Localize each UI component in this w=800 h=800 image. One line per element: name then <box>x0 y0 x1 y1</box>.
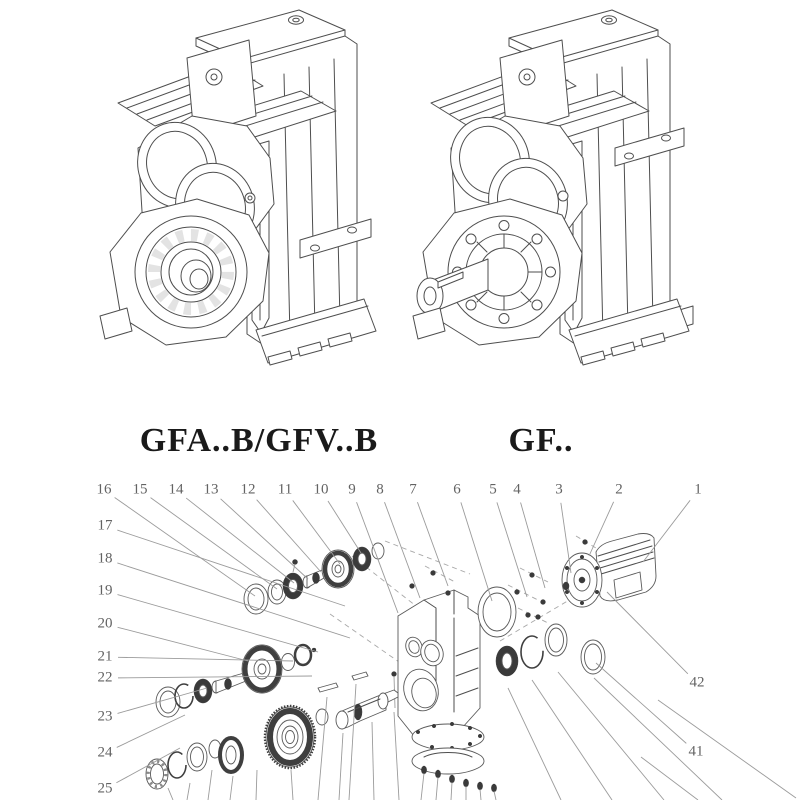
callout-number-13: 13 <box>203 481 219 498</box>
callout-number-41: 41 <box>688 743 704 760</box>
cut-leader-line <box>230 776 233 800</box>
callout-leader-20 <box>118 627 248 661</box>
callout-number-17: 17 <box>97 517 113 534</box>
callout-number-3: 3 <box>555 481 563 498</box>
callout-leader-16 <box>115 497 255 596</box>
callout-number-7: 7 <box>409 481 417 498</box>
cut-leader-line <box>658 700 796 798</box>
cut-leader-line <box>168 788 173 800</box>
callout-number-12: 12 <box>240 481 256 498</box>
callout-number-2: 2 <box>615 481 623 498</box>
callout-leader-42 <box>607 592 688 674</box>
cut-leader-line <box>558 672 664 800</box>
cut-leader-line <box>349 684 356 800</box>
figure-gf-drawing <box>413 10 693 365</box>
callout-leader-3 <box>561 503 571 573</box>
cut-leader-line <box>372 722 374 800</box>
callout-leader-8 <box>385 502 420 598</box>
callout-leader-24 <box>117 715 185 747</box>
callout-number-23: 23 <box>97 708 113 725</box>
cut-leader-line <box>256 770 257 800</box>
cut-leader-line <box>339 733 343 800</box>
callout-number-10: 10 <box>313 481 329 498</box>
cut-leader-line <box>508 688 561 800</box>
output-bearing-parts <box>146 738 242 789</box>
callout-number-16: 16 <box>96 481 112 498</box>
cut-leader-line <box>494 791 496 800</box>
callout-number-20: 20 <box>97 615 113 632</box>
callout-leader-5 <box>497 502 527 597</box>
figure-label-gfab: GFA..B/GFV..B <box>139 422 379 459</box>
callout-leader-6 <box>461 502 492 601</box>
cut-leader-line <box>436 777 438 800</box>
callout-number-6: 6 <box>453 481 461 498</box>
callout-leader-10 <box>328 501 361 553</box>
cut-leader-line <box>187 783 190 800</box>
figure-label-gf: GF.. <box>508 422 574 459</box>
motor <box>562 534 656 608</box>
callout-leader-17 <box>117 530 345 606</box>
callout-number-11: 11 <box>277 481 293 498</box>
callout-leader-19 <box>117 595 318 652</box>
figure-gfab-drawing <box>100 10 376 365</box>
callout-number-14: 14 <box>168 481 184 498</box>
callout-leader-13 <box>221 499 308 579</box>
callout-number-42: 42 <box>689 674 705 691</box>
callout-number-4: 4 <box>513 481 521 498</box>
callout-number-18: 18 <box>97 550 113 567</box>
cut-leader-line <box>532 680 612 800</box>
callout-number-24: 24 <box>97 744 113 761</box>
callout-number-19: 19 <box>97 582 113 599</box>
callout-leader-1 <box>643 500 690 562</box>
callout-number-9: 9 <box>348 481 356 498</box>
gearcase-housing <box>398 590 480 742</box>
callout-number-5: 5 <box>489 481 497 498</box>
intermediate-gear-parts <box>156 645 316 717</box>
callout-leader-15 <box>151 498 277 589</box>
callout-leader-22 <box>118 676 312 678</box>
callout-number-25: 25 <box>97 780 113 797</box>
callout-leader-41 <box>596 663 686 743</box>
cut-leader-line <box>451 782 452 800</box>
callout-number-15: 15 <box>132 481 148 498</box>
callout-number-22: 22 <box>97 669 113 686</box>
input-shaft-parts <box>244 543 384 614</box>
cut-leader-line <box>208 770 212 800</box>
callout-number-8: 8 <box>376 481 384 498</box>
output-gear-shaft <box>265 672 398 768</box>
callout-number-1: 1 <box>694 481 702 498</box>
callout-leader-11 <box>293 500 340 564</box>
callout-leader-14 <box>186 498 294 583</box>
cut-leader-line <box>291 770 293 800</box>
cut-leader-line <box>641 757 698 800</box>
exploded-view-drawing <box>97 481 797 800</box>
gasket-and-pan <box>412 722 497 792</box>
cut-leader-line <box>421 773 424 800</box>
cut-leader-line <box>480 789 481 800</box>
callout-number-21: 21 <box>97 648 113 665</box>
cut-leader-line <box>394 712 399 800</box>
